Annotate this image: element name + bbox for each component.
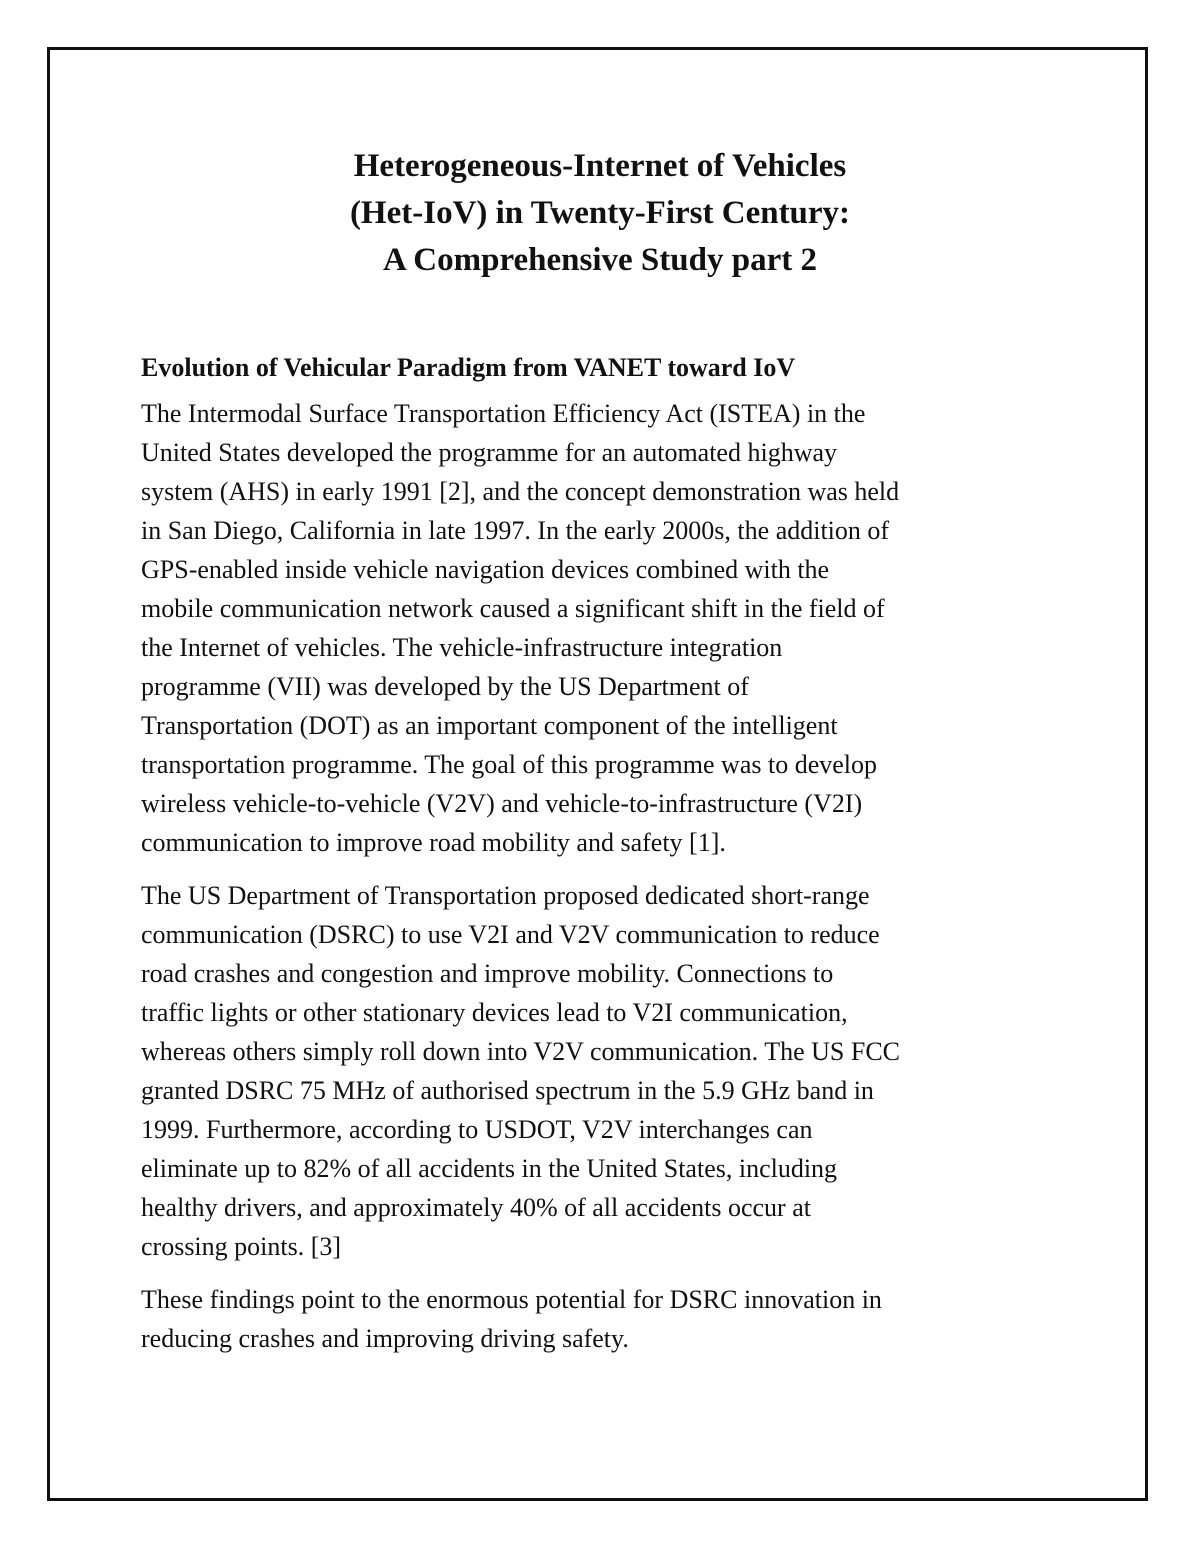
text-line: wireless vehicle-to-vehicle (V2V) and vehicle-to-infrastructure (V2I) bbox=[141, 789, 863, 818]
text-line: healthy drivers, and approximately 40% of all accidents occur at bbox=[141, 1193, 811, 1222]
document-title bbox=[0, 143, 1200, 284]
text-line: programme (VII) was developed by the US Department of bbox=[141, 672, 749, 701]
document-body bbox=[141, 350, 1071, 1372]
text-line: United States developed the programme for an automated highway bbox=[141, 438, 838, 467]
title-line: Heterogeneous-Internet of Vehicles bbox=[353, 148, 847, 184]
text-line: communication (DSRC) to use V2I and V2V communication to reduce bbox=[141, 920, 880, 949]
text-line: GPS-enabled inside vehicle navigation devices combined with the bbox=[141, 555, 830, 584]
text-line: eliminate up to 82% of all accidents in the United States, including bbox=[141, 1154, 838, 1183]
text-line: reducing crashes and improving driving safety. bbox=[141, 1324, 629, 1353]
text-line: road crashes and congestion and improve mobility. Connections to bbox=[141, 959, 834, 988]
text-line: whereas others simply roll down into V2V communication. The US FCC bbox=[141, 1037, 901, 1066]
text-line: 1999. Furthermore, according to USDOT, V2V interchanges can bbox=[141, 1115, 813, 1144]
text-line: the Internet of vehicles. The vehicle-infrastructure integration bbox=[141, 633, 783, 662]
text-line: granted DSRC 75 MHz of authorised spectrum in the 5.9 GHz band in bbox=[141, 1076, 874, 1105]
paragraph-dsrc bbox=[141, 876, 1071, 1266]
text-line: transportation programme. The goal of this programme was to develop bbox=[141, 750, 877, 779]
title-line: (Het-IoV) in Twenty-First Century: bbox=[349, 195, 851, 231]
text-line: The US Department of Transportation proposed dedicated short-range bbox=[141, 881, 870, 910]
title-line: A Comprehensive Study part 2 bbox=[383, 242, 817, 278]
paragraph-istea-history bbox=[141, 394, 1071, 862]
text-line: communication to improve road mobility and safety [1]. bbox=[141, 828, 726, 857]
paragraph-findings bbox=[141, 1280, 1071, 1358]
section-heading: Evolution of Vehicular Paradigm from VANET toward IoV bbox=[141, 353, 796, 382]
text-line: system (AHS) in early 1991 [2], and the concept demonstration was held bbox=[141, 477, 900, 506]
text-line: traffic lights or other stationary devices lead to V2I communication, bbox=[141, 998, 848, 1027]
text-line: The Intermodal Surface Transportation Efficiency Act (ISTEA) in the bbox=[141, 399, 866, 428]
text-line: crossing points. [3] bbox=[141, 1232, 342, 1261]
text-line: Transportation (DOT) as an important component of the intelligent bbox=[141, 711, 838, 740]
text-line: mobile communication network caused a significant shift in the field of bbox=[141, 594, 885, 623]
text-line: in San Diego, California in late 1997. In the early 2000s, the addition of bbox=[141, 516, 890, 545]
text-line: These findings point to the enormous potential for DSRC innovation in bbox=[141, 1285, 882, 1314]
